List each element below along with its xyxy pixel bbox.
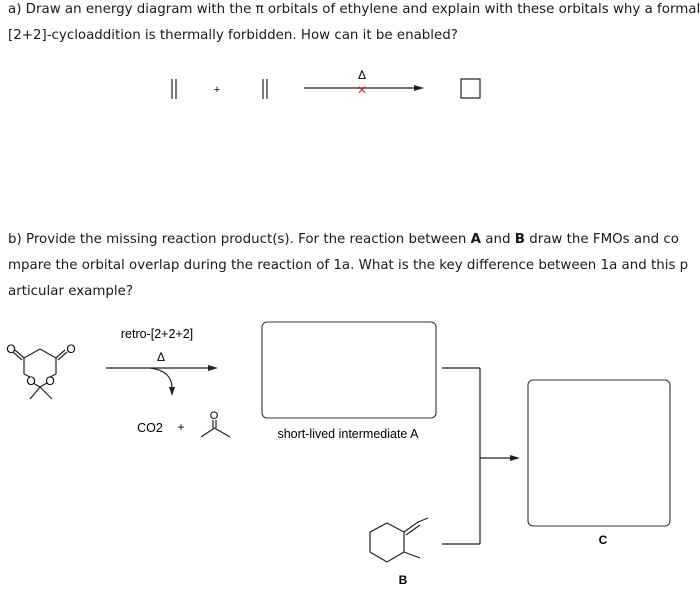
forbidden-cross: × xyxy=(357,82,367,99)
plus-sign-b: + xyxy=(177,420,185,434)
product-answer-box xyxy=(528,380,670,526)
question-b-line2: mpare the orbital overlap during the reaction of 1a. What is the key difference between 1a and this p xyxy=(8,258,689,273)
co2-label: CO2 xyxy=(137,421,163,435)
product-label-c: C xyxy=(598,533,608,547)
question-a-line2: [2+2]-cycloaddition is thermally forbidden. How can it be enabled? xyxy=(8,28,458,43)
convergent-bracket xyxy=(442,368,520,544)
delta-symbol-a: Δ xyxy=(357,68,367,82)
acetone-molecule xyxy=(201,420,230,437)
reactant-b-molecule xyxy=(370,518,428,562)
question-b-text-3: draw the FMOs and co xyxy=(524,232,679,247)
intermediate-label: short-lived intermediate A xyxy=(277,427,419,441)
question-b-A: A xyxy=(470,232,482,247)
question-b-text-2: and xyxy=(481,232,515,247)
reactant-molecule xyxy=(13,349,67,399)
reaction-arrow-b xyxy=(106,365,218,396)
oxygen-label: O xyxy=(26,374,36,388)
plus-sign-a: + xyxy=(213,84,221,96)
reactant-label-b: B xyxy=(398,573,408,587)
retro-label: retro-[2+2+2] xyxy=(120,327,194,341)
intermediate-answer-box xyxy=(262,322,436,418)
delta-symbol-b: Δ xyxy=(156,350,166,364)
oxygen-label: O xyxy=(209,410,219,422)
question-b-text-1: b) Provide the missing reaction product(s). For the reaction between xyxy=(8,232,471,247)
oxygen-label: O xyxy=(66,342,76,356)
ethylene-1 xyxy=(172,79,176,99)
oxygen-label: O xyxy=(6,342,16,356)
oxygen-label: O xyxy=(45,374,55,388)
question-a-line1: a) Draw an energy diagram with the π orbitals of ethylene and explain with these orbitals why a formal xyxy=(8,2,700,17)
cyclobutane-square xyxy=(461,79,480,98)
ethylene-2 xyxy=(263,79,267,99)
question-b-line3: articular example? xyxy=(8,284,133,299)
question-b-B: B xyxy=(514,232,525,247)
